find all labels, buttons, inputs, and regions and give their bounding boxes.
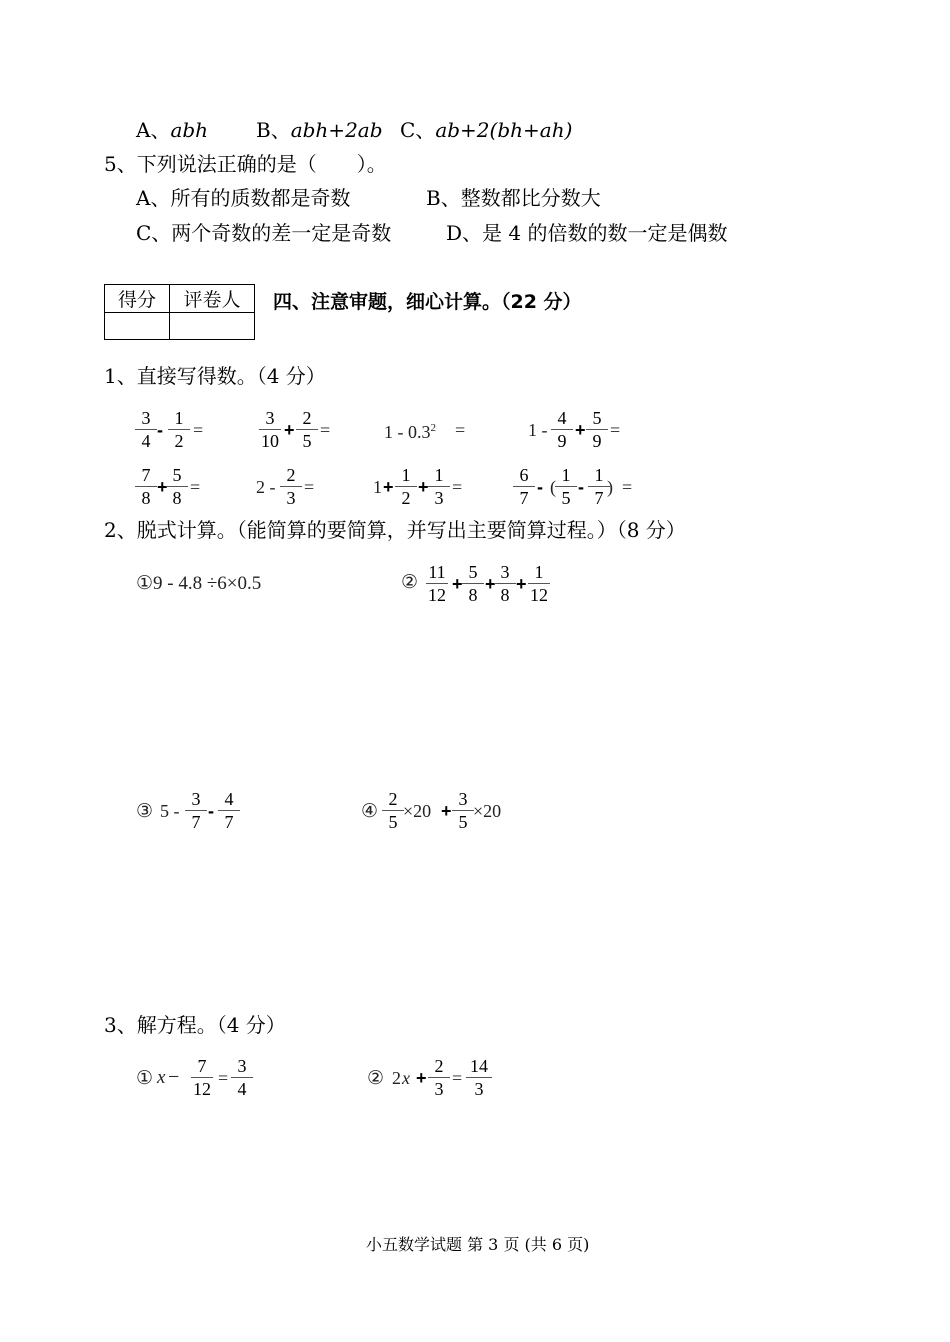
fraction: 7 12 (193, 1056, 211, 1099)
grader-header: 评卷人 (170, 285, 255, 313)
operator: + (452, 574, 463, 594)
section-4-title: 四、注意审题，细心计算。（22 分） (273, 291, 582, 313)
fraction: 2 3 (428, 1056, 450, 1099)
problem-2-1: ①9 - 4.8 ÷6×0.5 (136, 573, 262, 594)
operator: + (575, 420, 586, 440)
page-footer: 小五数学试题 第 3 页 (共 6 页) (366, 1235, 590, 1254)
fraction: 5 8 (166, 465, 188, 508)
expression: $1 - 0.3^2$ (384, 422, 436, 442)
score-table (104, 284, 255, 340)
fraction: 1 5 (555, 465, 577, 508)
operator: - (208, 801, 214, 821)
problem-number: ② (401, 572, 419, 593)
operator: + (284, 420, 295, 440)
expression-part: ×20 (473, 801, 502, 821)
fraction: 1 3 (428, 465, 450, 508)
score-cell[interactable] (105, 313, 170, 340)
fraction: 1 2 (395, 465, 417, 508)
fraction: 5 8 (462, 562, 484, 605)
expression-prefix: 1 - (528, 420, 548, 440)
fraction: 2 5 (296, 408, 318, 451)
coefficient: 2 (392, 1068, 401, 1088)
variable: x (157, 1067, 166, 1088)
equals-sign: = (452, 477, 463, 497)
equals-sign: = (193, 420, 204, 440)
expression-prefix: 2 - (256, 477, 276, 497)
fraction: 1 2 (168, 408, 190, 451)
q5-option-a: A、所有的质数都是奇数 (136, 186, 351, 210)
q4-option-a: abh (170, 118, 209, 142)
q4-option-c: ab+2(bh+ah) (435, 118, 573, 142)
grader-cell[interactable] (170, 313, 255, 340)
fraction: 2 5 (382, 789, 404, 832)
fraction: 1 7 (588, 465, 610, 508)
fraction: 3 4 (135, 408, 157, 451)
q4-option-b-prefix: B、 (256, 118, 291, 142)
fraction: 4 7 (218, 789, 240, 832)
expression-part: ×20 (403, 801, 432, 821)
fraction: 5 9 (586, 408, 608, 451)
expression-prefix: 1 (373, 477, 382, 497)
operator: + (157, 477, 168, 497)
fraction: 3 10 (261, 408, 279, 451)
problem-number: ① (136, 1068, 154, 1089)
equals-sign: = (320, 420, 331, 440)
equals-sign: = (622, 477, 633, 497)
left-paren: ( (550, 477, 556, 497)
q5-option-b: B、整数都比分数大 (426, 186, 601, 210)
q4-option-b: abh+2ab (290, 118, 383, 142)
q4-options (136, 118, 208, 142)
operator: + (441, 801, 452, 821)
fraction: 3 4 (231, 1056, 253, 1099)
equals-sign: = (304, 477, 315, 497)
part1-title: 1、直接写得数。（4 分） (104, 364, 326, 388)
q5-option-c: C、两个奇数的差一定是奇数 (136, 221, 392, 245)
score-header: 得分 (105, 285, 170, 313)
fraction: 3 7 (185, 789, 207, 832)
problem-number: ③ (136, 801, 154, 822)
equals-sign: = (455, 420, 466, 440)
part3-title: 3、解方程。（4 分） (104, 1013, 286, 1037)
problem-number: ② (367, 1068, 385, 1089)
q4-option-c-wrap (400, 118, 572, 142)
q4-option-a-prefix: A、 (136, 118, 171, 142)
equals-sign: = (218, 1068, 229, 1088)
equals-sign: = (190, 477, 201, 497)
operator: − (168, 1066, 180, 1088)
operator: + (418, 477, 429, 497)
q5-stem: 5、下列说法正确的是（ ）。 (104, 152, 387, 176)
operator: + (383, 477, 394, 497)
equals-sign: = (452, 1068, 463, 1088)
fraction: 11 12 (428, 562, 446, 605)
fraction: 6 7 (513, 465, 535, 508)
q4-option-b-wrap (256, 118, 383, 142)
operator: - (157, 420, 163, 440)
part2-title: 2、脱式计算。（能简算的要简算，并写出主要简算过程。）（8 分） (104, 518, 686, 542)
expression-prefix: 5 - (160, 801, 180, 821)
variable: x (402, 1068, 410, 1088)
q4-option-c-prefix: C、 (400, 118, 436, 142)
operator: - (578, 477, 584, 497)
q5-option-d: D、是 4 的倍数的数一定是偶数 (446, 221, 728, 245)
operator: + (416, 1068, 427, 1088)
operator: + (516, 574, 527, 594)
fraction: 3 5 (452, 789, 474, 832)
operator: + (485, 574, 496, 594)
fraction: 1 12 (530, 562, 548, 605)
equals-sign: = (610, 420, 621, 440)
fraction: 3 8 (494, 562, 516, 605)
problem-number: ④ (361, 801, 379, 822)
fraction: 4 9 (551, 408, 573, 451)
fraction: 14 3 (466, 1056, 492, 1099)
fraction: 2 3 (280, 465, 302, 508)
right-paren: ) (607, 477, 613, 497)
operator: - (537, 477, 543, 497)
fraction: 7 8 (135, 465, 157, 508)
